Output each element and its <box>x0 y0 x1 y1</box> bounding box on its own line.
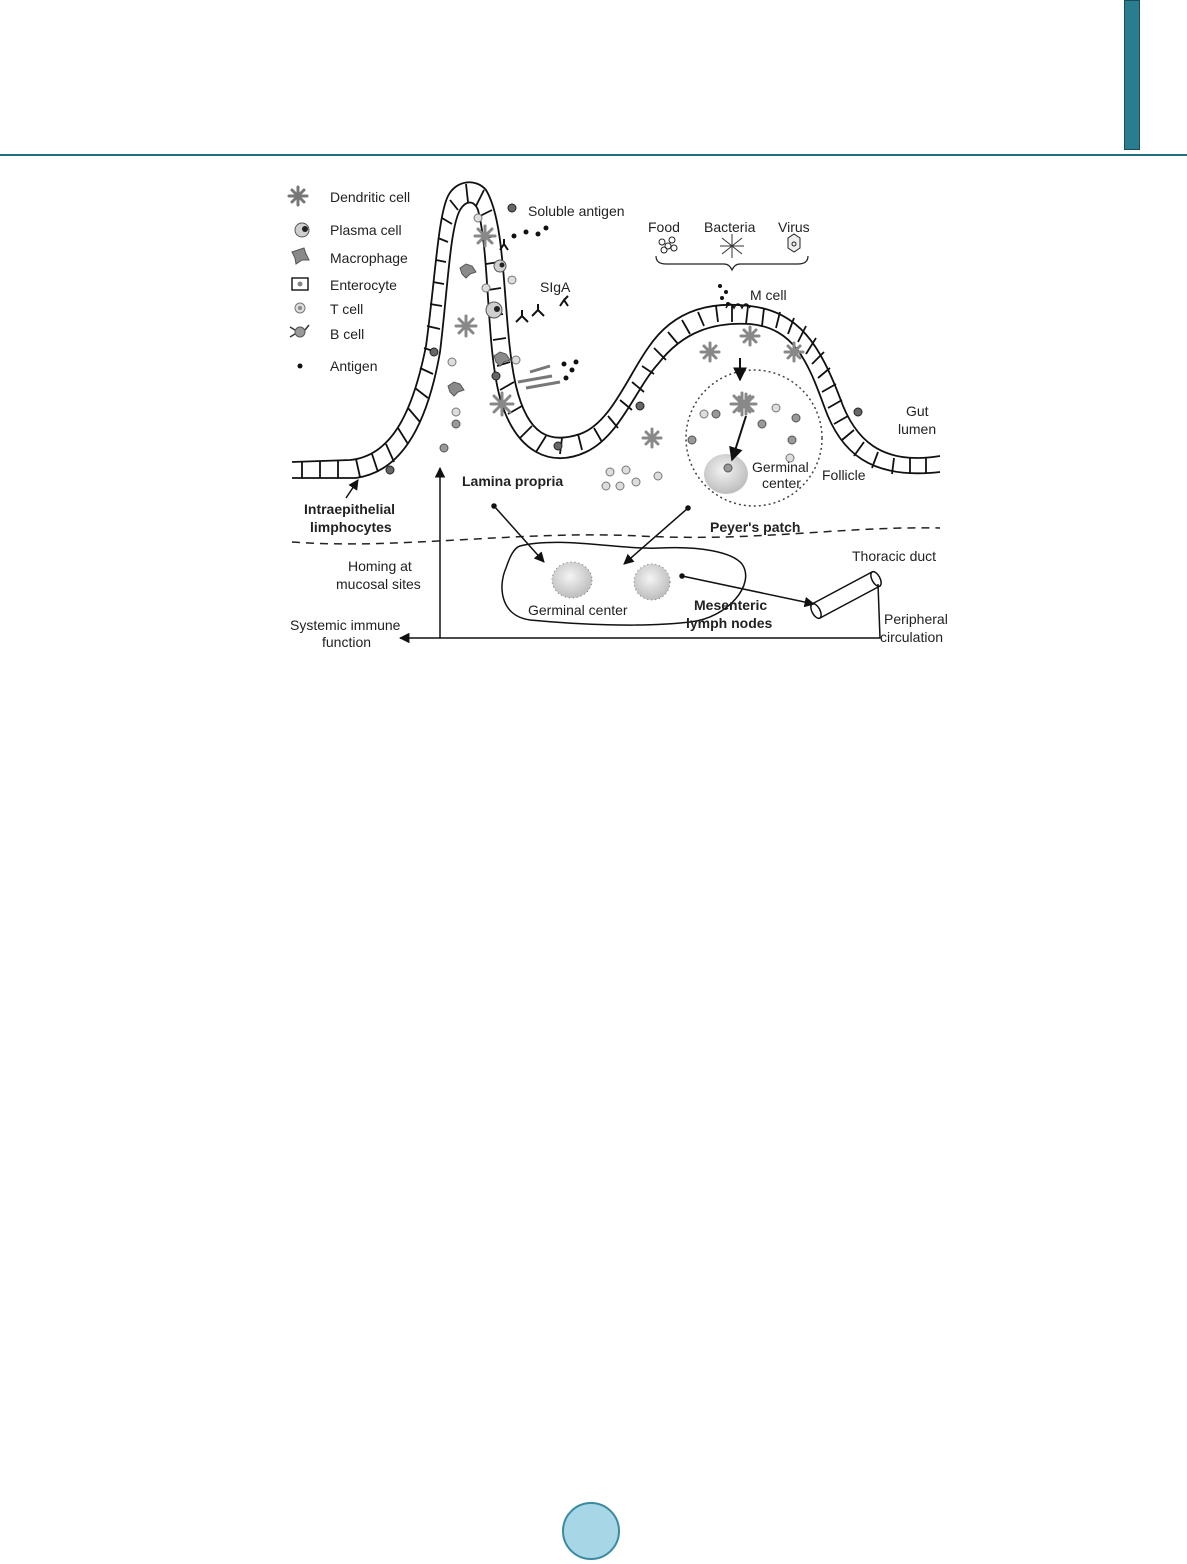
food-icon <box>659 237 677 253</box>
label-lymph-nodes: lymph nodes <box>686 615 773 631</box>
legend-label: Plasma cell <box>330 222 402 238</box>
legend-label: Antigen <box>330 358 378 374</box>
legend-label: Dendritic cell <box>330 189 411 205</box>
label-m-cell: M cell <box>750 287 787 303</box>
legend-label: Macrophage <box>330 250 408 266</box>
header-rule <box>0 154 1187 156</box>
label-center: center <box>762 475 801 491</box>
plasma-cell-icon <box>295 223 309 237</box>
legend <box>289 187 410 374</box>
antigens <box>512 226 731 381</box>
label-lumen: lumen <box>898 421 937 437</box>
virus-icon <box>788 234 800 252</box>
label-function: function <box>322 634 372 650</box>
bracket <box>656 256 808 270</box>
germinal-center-node-1 <box>552 562 592 598</box>
enterocyte-icon <box>292 278 308 290</box>
gut-immune-diagram <box>280 176 960 656</box>
label-lamina-propria: Lamina propria <box>462 473 564 489</box>
label-mesenteric: Mesenteric <box>694 597 768 613</box>
arrow-intraepithelial <box>346 480 358 498</box>
page-number-badge <box>562 1502 620 1560</box>
label-food: Food <box>648 219 680 235</box>
label-peripheral: Peripheral <box>884 611 948 627</box>
label-systemic: Systemic immune <box>290 617 401 633</box>
macrophage-icon <box>292 248 309 264</box>
label-limphocytes: limphocytes <box>310 519 392 535</box>
label-virus: Virus <box>778 219 810 235</box>
label-peyers-patch: Peyer's patch <box>710 519 801 535</box>
label-germinal: Germinal <box>752 459 809 475</box>
lamina-cells-cluster <box>602 466 662 490</box>
bacteria-icon <box>720 234 744 258</box>
header-tab <box>1124 0 1140 150</box>
label-thoracic-duct: Thoracic duct <box>852 548 937 564</box>
label-germinal-center-node: Germinal center <box>528 602 628 618</box>
dendritic-cell-icon <box>289 187 307 205</box>
label-siga: SIgA <box>540 279 571 295</box>
arrow-to-germinal-center <box>732 416 746 460</box>
label-bacteria: Bacteria <box>704 219 756 235</box>
legend-label: T cell <box>330 301 364 317</box>
label-intraepithelial: Intraepithelial <box>304 501 396 517</box>
legend-label: Enterocyte <box>330 277 397 293</box>
label-follicle: Follicle <box>822 467 866 483</box>
germinal-center-follicle <box>704 454 748 494</box>
label-soluble-antigen: Soluble antigen <box>528 203 625 219</box>
antigen-icon <box>298 364 303 369</box>
label-circulation: circulation <box>880 629 944 645</box>
label-homing: Homing at <box>348 558 412 574</box>
germinal-center-node-2 <box>634 564 670 600</box>
t-cell-icon <box>295 303 305 313</box>
legend-label: B cell <box>330 326 365 342</box>
label-mucosal-sites: mucosal sites <box>336 576 421 592</box>
follicle-boundary <box>686 370 822 506</box>
thoracic-duct <box>809 570 884 620</box>
villus-cells <box>440 214 803 452</box>
label-gut: Gut <box>906 403 929 419</box>
b-cell-icon <box>290 325 309 337</box>
